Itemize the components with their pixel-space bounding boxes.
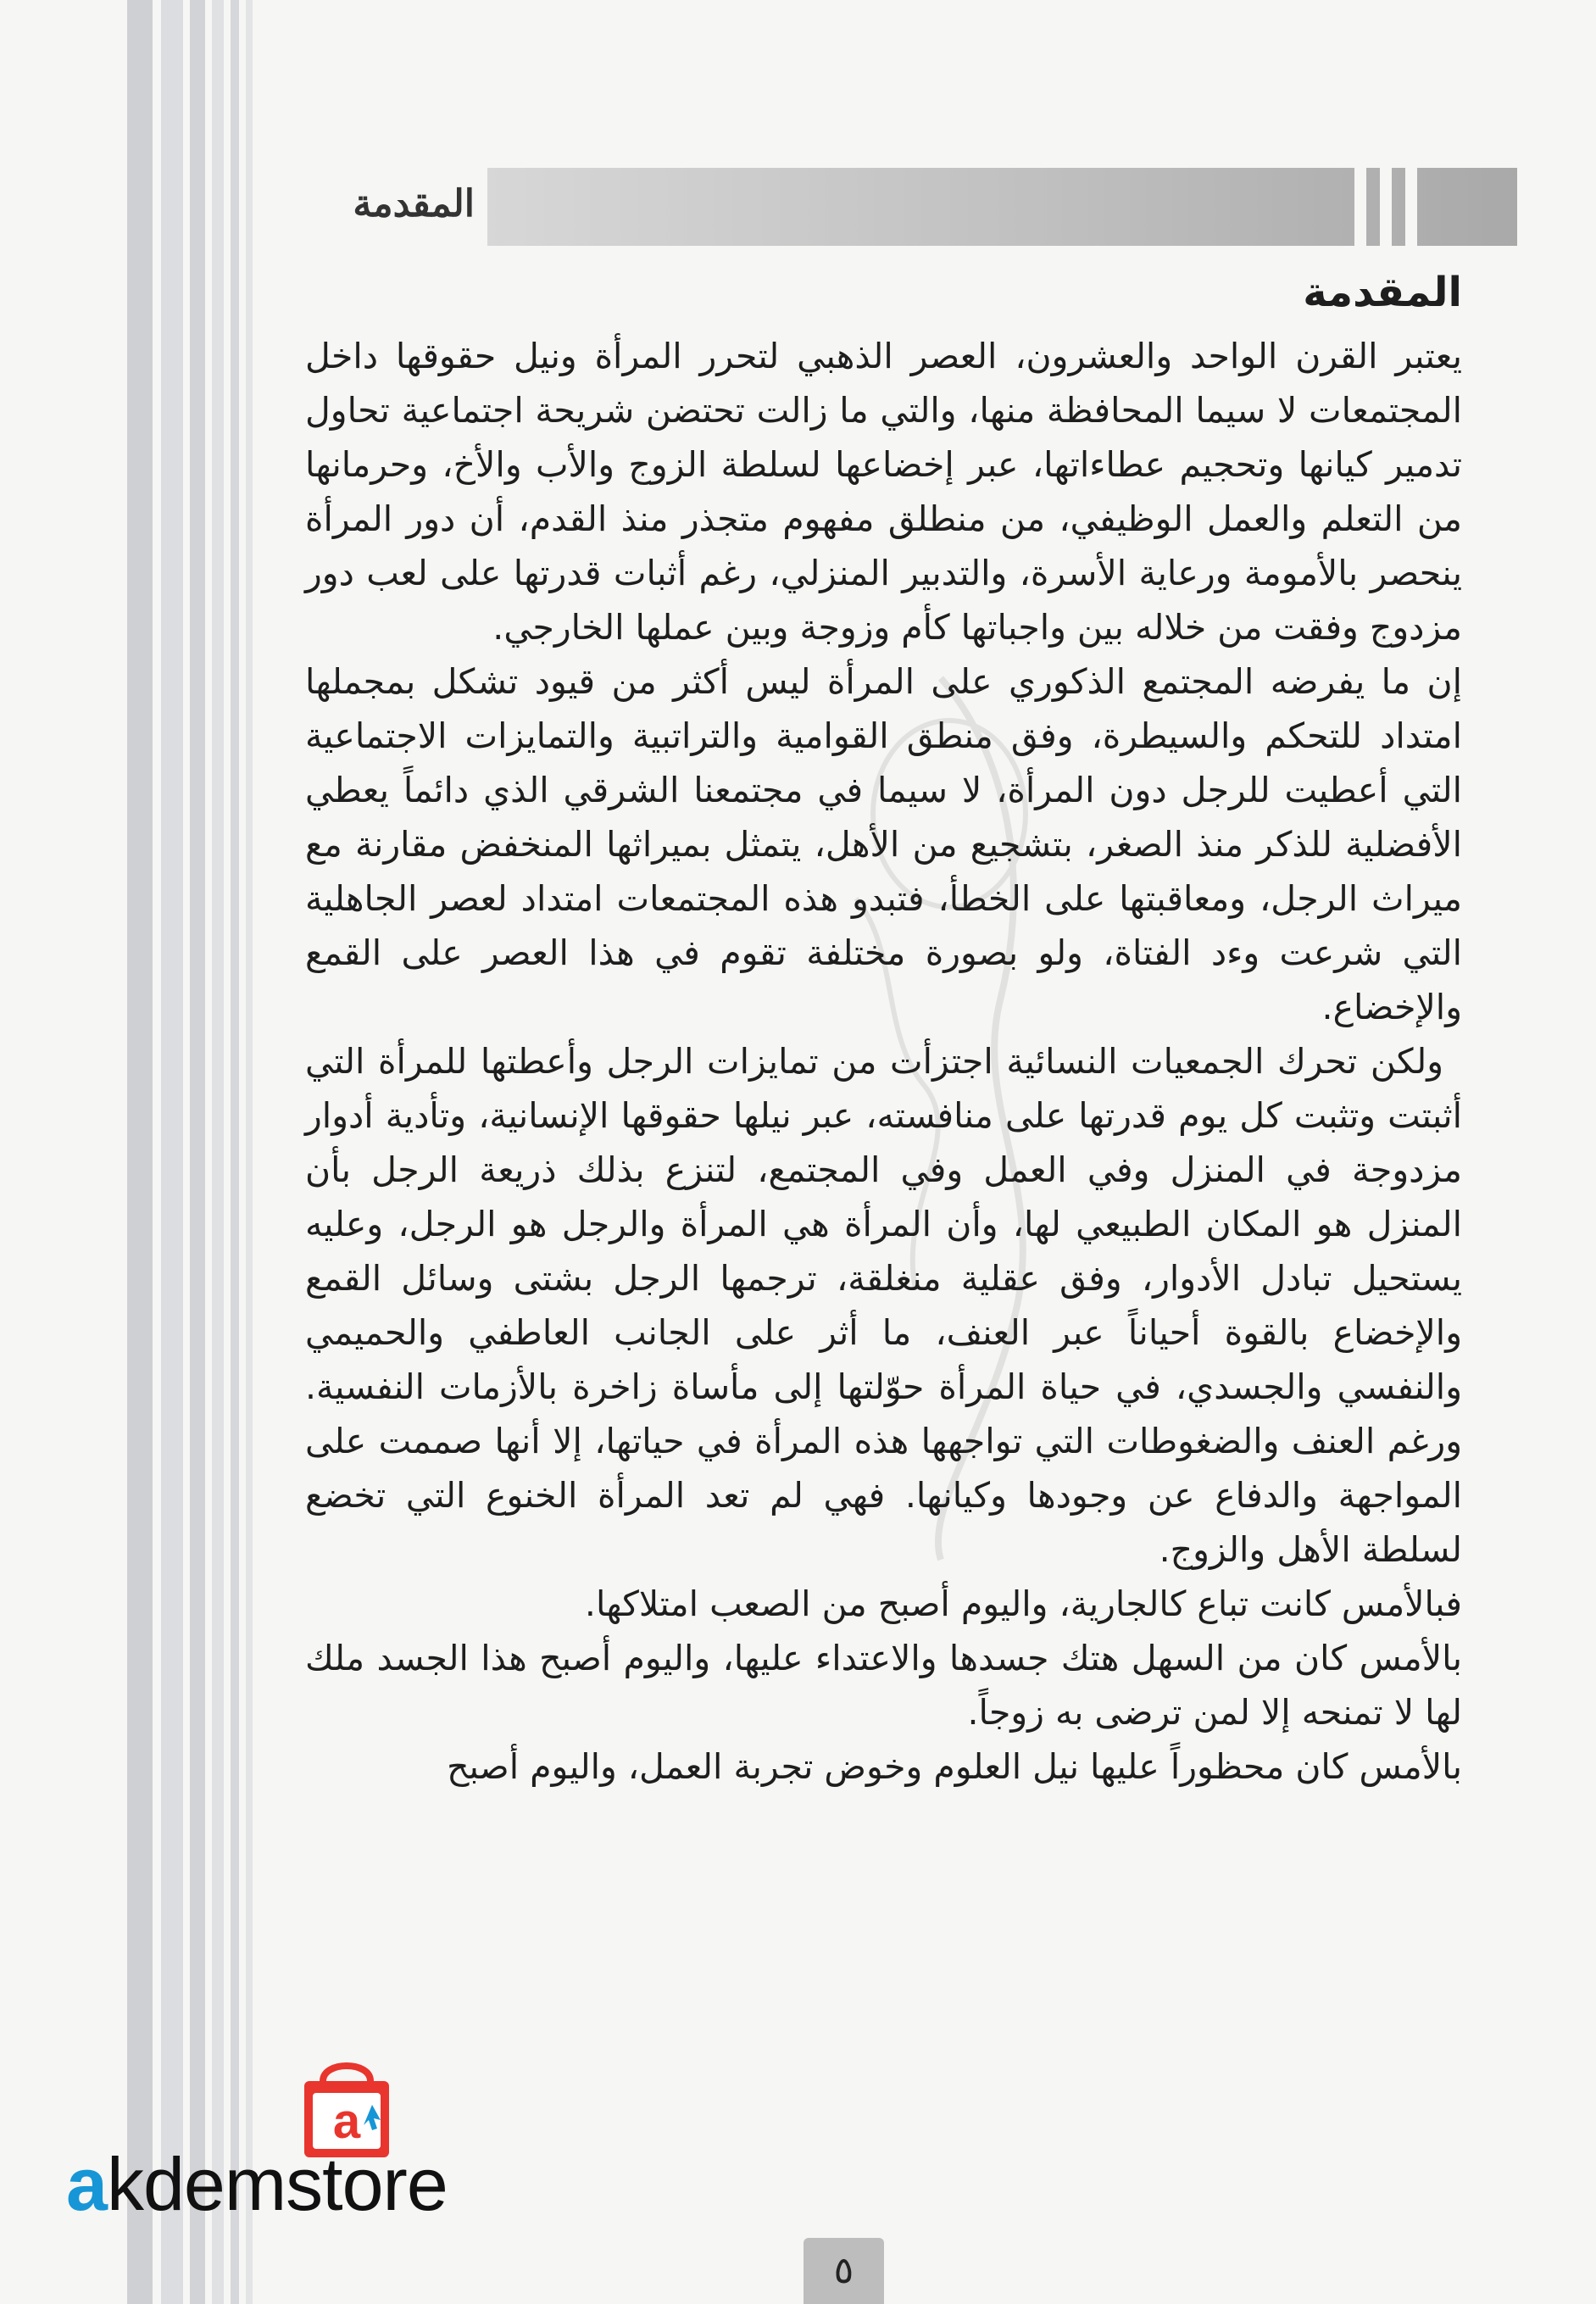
header-band-stripe [1380, 168, 1392, 246]
paragraph: بالأمس كان محظوراً عليها نيل العلوم وخوض تجربة العمل، واليوم أصبح [447, 1746, 1462, 1787]
section-heading: المقدمة [1303, 269, 1462, 316]
header-band-stripe [1405, 168, 1417, 246]
paragraph: ولكن تحرك الجمعيات النسائية اجتزأت من تمايزات الرجل وأعطتها للمرأة التي أثبتت وتثبت كل يوم قدرتها على منافسته، عبر نيلها حقوقها الإنسانية، وتأدية أدوار مزدوجة في المنزل وفي العمل وفي المجتمع، لتنزع بذلك ذريعة الرجل بأن المنزل هو المكان الطبيعي لها، وأن المرأة هي المرأة والرجل هو الرجل، وعليه يستحيل تبادل الأدوار، وفق عقلية منغلقة، ترجمها الرجل بشتى وسائل القمع والإخضاع بالقوة أحياناً عبر العنف، ما أثر على الجانب العاطفي والحميمي والنفسي والجسدي، في حياة المرأة حوّلتها إلى مأساة زاخرة بالأزمات النفسية. ورغم العنف والضغوطات التي تواجهها هذه المرأة في حياتها، إلا أنها صممت على المواجهة والدفاع عن وجودها وكيانها. فهي لم تعد المرأة الخنوع التي تخضع لسلطة الأهل والزوج. [305, 1041, 1462, 1570]
logo-wordmark-rest: kdemstore [106, 2142, 448, 2226]
paragraph: إن ما يفرضه المجتمع الذكوري على المرأة ليس أكثر من قيود تشكل بمجملها امتداد للتحكم والسيطرة، وفق منطق القوامية والتراتبية والتمايزات الاجتماعية التي أعطيت للرجل دون المرأة، لا سيما في مجتمعنا الشرقي الذي دائماً يعطي الأفضلية للذكر منذ الصغر، بتشجيع من الأهل، يتمثل بميراثها المنخفض مقارنة مع ميراث الرجل، ومعاقبتها على الخطأ، فتبدو هذه المجتمعات امتداد لعصر الجاهلية التي شرعت وءد الفتاة، ولو بصورة مختلفة تقوم في هذا العصر على القمع والإخضاع. [305, 661, 1462, 1027]
logo-wordmark [66, 2142, 448, 2226]
logo-letter-a: a [66, 2142, 107, 2226]
paragraph: بالأمس كان من السهل هتك جسدها والاعتداء عليها، واليوم أصبح هذا الجسد ملك لها لا تمنحه إلا لمن ترضى به زوجاً. [305, 1638, 1462, 1733]
running-header-title: المقدمة [353, 182, 475, 225]
akdemstore-logo [66, 2056, 541, 2226]
paragraph: يعتبر القرن الواحد والعشرون، العصر الذهبي لتحرر المرأة ونيل حقوقها داخل المجتمعات لا سيما المحافظة منها، والتي ما زالت تحتضن شريحة اجتماعية تحاول تدمير كيانها وتحجيم عطاءاتها، عبر إخضاعها لسلطة الزوج والأب والأخ، وحرمانها من التعلم والعمل الوظيفي، من منطلق مفهوم متجذر منذ القدم، أن دور المرأة ينحصر بالأمومة ورعاية الأسرة، والتدبير المنزلي، رغم أثبات قدرتها على لعب دور مزدوج وفقت من خلاله بين واجباتها كأم وزوجة وبين عملها الخارجي. [305, 336, 1462, 648]
main-content [305, 263, 1462, 1794]
paragraph: فبالأمس كانت تباع كالجارية، واليوم أصبح من الصعب امتلاكها. [584, 1583, 1462, 1624]
page-number: ٥ [804, 2238, 884, 2304]
header-band-stripe [1354, 168, 1366, 246]
bag-letter: a [332, 2094, 361, 2149]
decorative-vertical-stripes [127, 0, 288, 2304]
